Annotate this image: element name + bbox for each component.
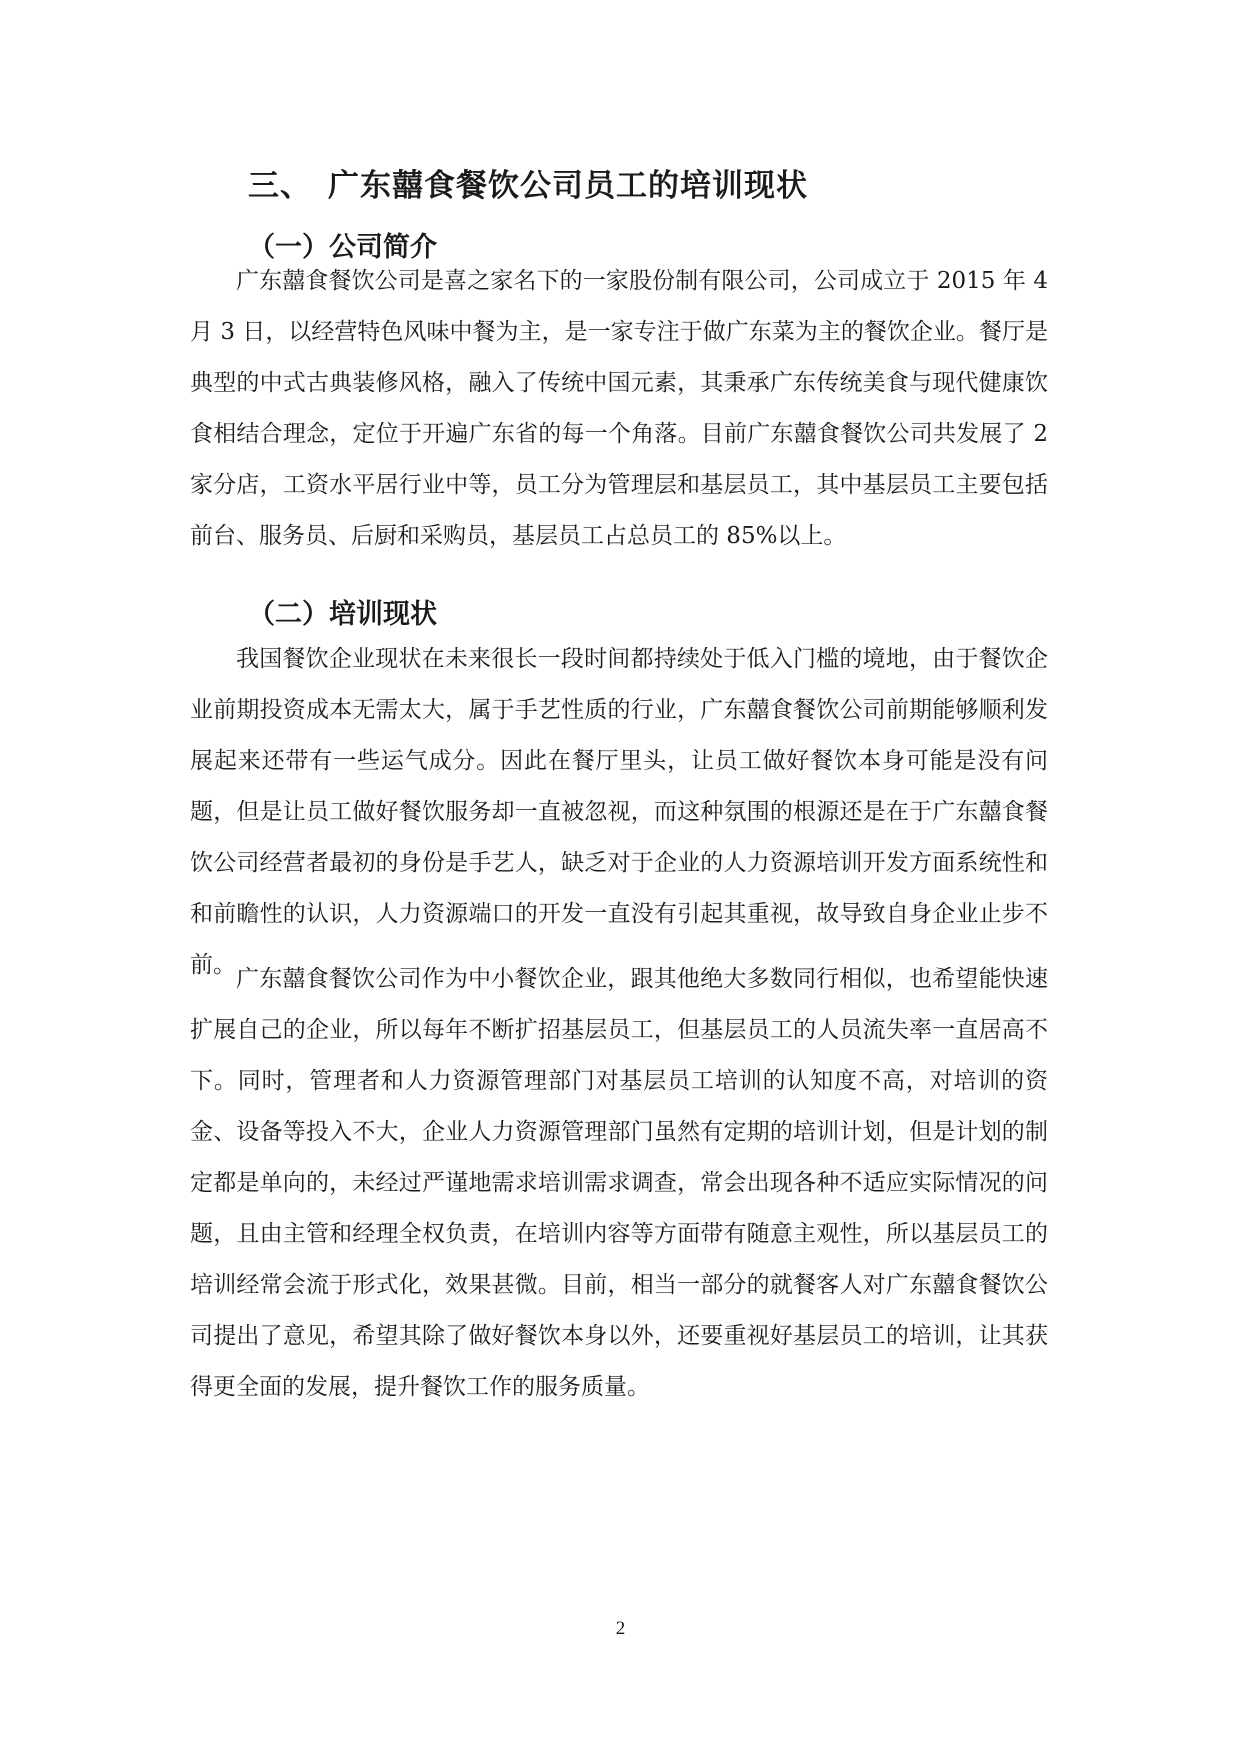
section-heading <box>248 160 808 205</box>
paragraph-training-status-1: 我国餐饮企业现状在未来很长一段时间都持续处于低入门槛的境地，由于餐饮企业前期投资成本无需太大，属于手艺性质的行业，广东囍食餐饮公司前期能够顺利发展起来还带有一些运气成分。因此在餐厅里头，让员工做好餐饮本身可能是没有问题，但是让员工做好餐饮服务却一直被忽视，而这种氛围的根源还是在于广东囍食餐饮公司经营者最初的身份是手艺人，缺乏对于企业的人力资源培训开发方面系统性和和前瞻性的认识，人力资源端口的开发一直没有引起其重视，故导致自身企业止步不前。 <box>190 646 1048 978</box>
section-title: 广东囍食餐饮公司员工的培训现状 <box>328 168 808 204</box>
subsection-heading-training-status: （二）培训现状 <box>248 599 437 630</box>
page-number: 2 <box>615 1618 626 1639</box>
subsection-heading-company-intro: （一）公司简介 <box>248 232 437 263</box>
section-number: 三、 <box>248 168 312 204</box>
paragraph-training-status-2: 广东囍食餐饮公司作为中小餐饮企业，跟其他绝大多数同行相似，也希望能快速扩展自己的企业，所以每年不断扩招基层员工，但基层员工的人员流失率一直居高不下。同时，管理者和人力资源管理部门对基层员工培训的认知度不高，对培训的资金、设备等投入不大，企业人力资源管理部门虽然有定期的培训计划，但是计划的制定都是单向的，未经过严谨地需求培训需求调查，常会出现各种不适应实际情况的问题，且由主管和经理全权负责，在培训内容等方面带有随意主观性，所以基层员工的培训经常会流于形式化，效果甚微。目前，相当一部分的就餐客人对广东囍食餐饮公司提出了意见，希望其除了做好餐饮本身以外，还要重视好基层员工的培训，让其获得更全面的发展，提升餐饮工作的服务质量。 <box>190 966 1048 1400</box>
paragraph-company-intro: 广东囍食餐饮公司是喜之家名下的一家股份制有限公司，公司成立于 2015 年 4 月 3 日，以经营特色风味中餐为主，是一家专注于做广东菜为主的餐饮企业。餐厅是典型的中式古典装修风格，融入了传统中国元素，其秉承广东传统美食与现代健康饮食相结合理念，定位于开遍广东省的每一个角落。目前广东囍食餐饮公司共发展了 2 家分店，工资水平居行业中等，员工分为管理层和基层员工，其中基层员工主要包括前台、服务员、后厨和采购员，基层员工占总员工的 85%以上。 <box>190 268 1048 549</box>
